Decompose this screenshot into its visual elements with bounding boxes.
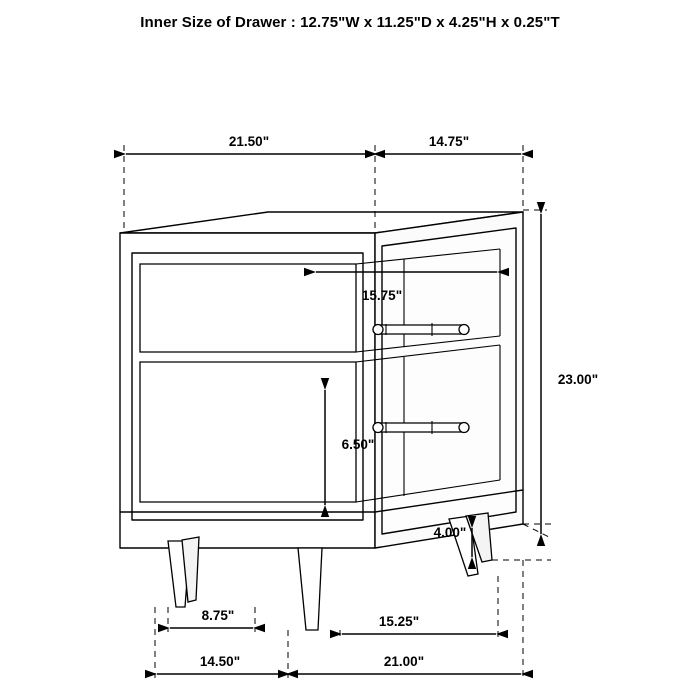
dim-top-side-depth (377, 134, 521, 154)
dim-label-8-75: 8.75" (201, 608, 235, 623)
dim-leg-span-front (342, 614, 496, 634)
dim-label-4-00: 4.00" (433, 525, 467, 540)
drawer-handle-upper (373, 323, 469, 336)
dim-label-15-25: 15.25" (378, 614, 420, 629)
dim-overall-height (541, 214, 598, 534)
dim-leg-span-left (170, 608, 253, 628)
dim-base-width (290, 654, 521, 674)
dim-label-15-75: 15.75" (361, 288, 403, 303)
dim-label-14-50: 14.50" (199, 654, 241, 669)
dim-top-front-width (126, 134, 373, 154)
dim-base-depth (157, 654, 286, 674)
page-title: Inner Size of Drawer : 12.75"W x 11.25"D x 4.25"H x 0.25"T (140, 14, 560, 31)
drawer-handle-lower (373, 421, 469, 434)
dim-label-6-50: 6.50" (341, 437, 375, 452)
drawer-upper (140, 264, 356, 352)
dim-label-21-50: 21.50" (228, 134, 270, 149)
drawer-lower (140, 362, 356, 502)
dim-label-21-00: 21.00" (383, 654, 425, 669)
dim-label-23-00: 23.00" (557, 372, 599, 387)
dim-label-14-75: 14.75" (428, 134, 470, 149)
